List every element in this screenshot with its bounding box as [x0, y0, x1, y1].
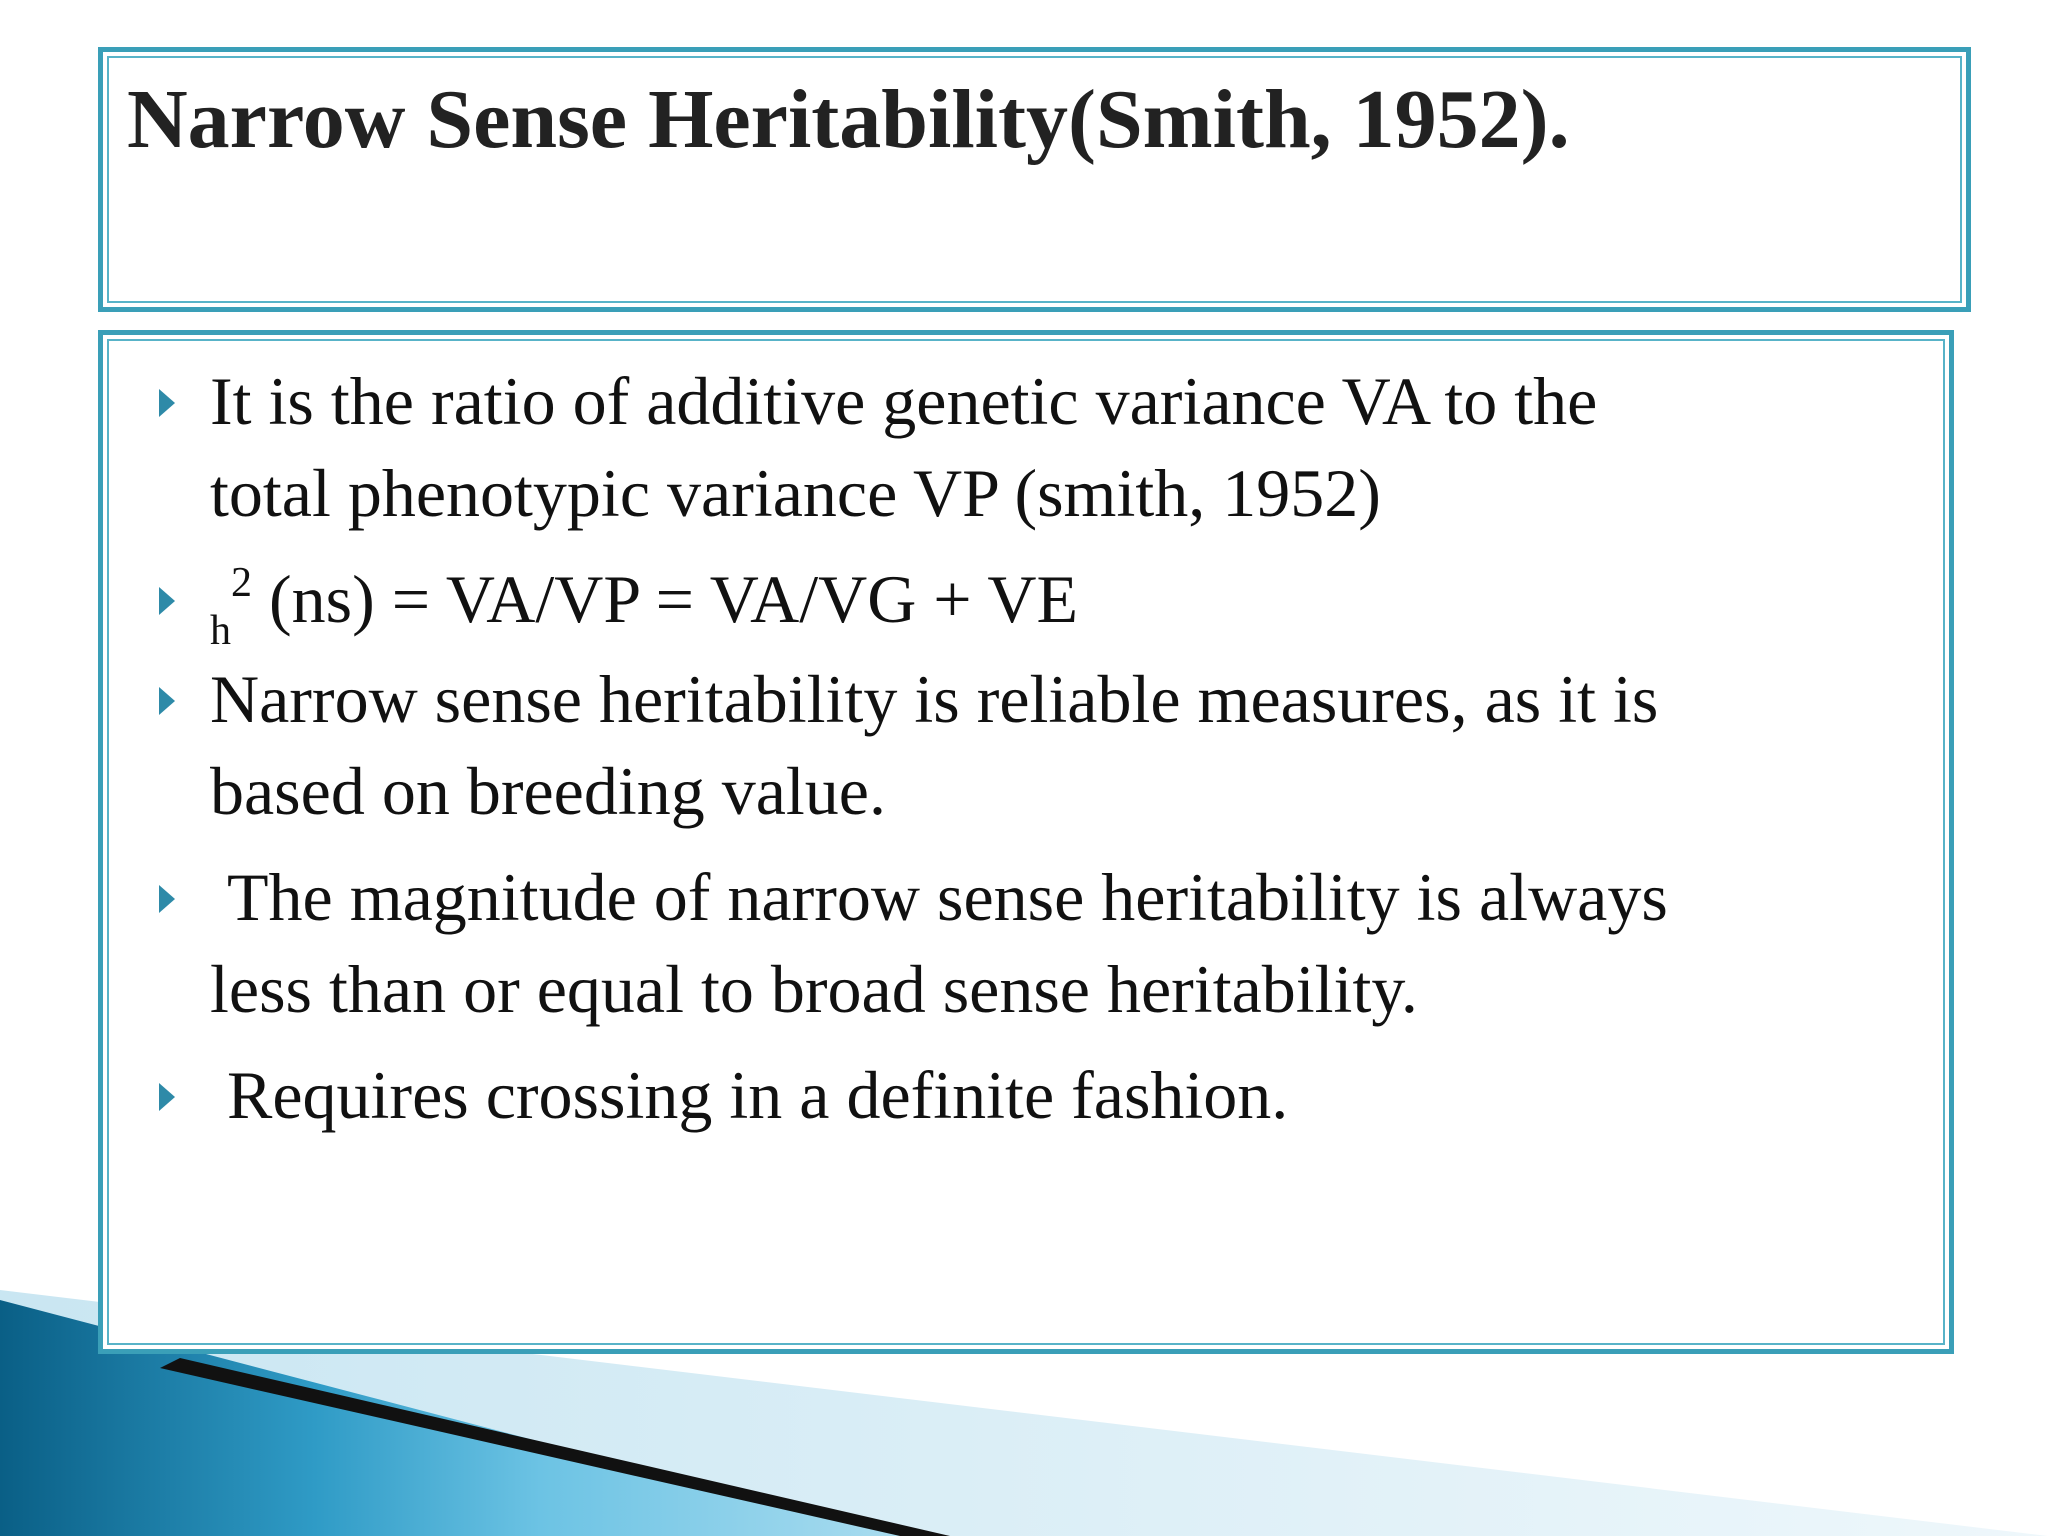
triangle-right-bullet-icon	[159, 687, 175, 715]
formula-superscript: 2	[231, 560, 252, 606]
bullet-text-reliability: Narrow sense heritability is reliable measures, as it is based on breeding value.	[210, 661, 1659, 829]
formula-expression: (ns) = VA/VP = VA/VG + VE	[252, 561, 1079, 637]
slide-title: Narrow Sense Heritability(Smith, 1952).	[127, 73, 1570, 166]
bullet-text-magnitude: The magnitude of narrow sense heritability is always less than or equal to broad sense heritability.	[210, 859, 1668, 1027]
triangle-right-bullet-icon	[159, 885, 175, 913]
bullet-text-crossing: Requires crossing in a definite fashion.	[210, 1057, 1289, 1133]
triangle-right-bullet-icon	[159, 389, 175, 417]
triangle-right-bullet-icon	[159, 587, 175, 615]
title-frame	[98, 47, 1971, 312]
content-frame	[98, 330, 1954, 1354]
bullet-text-formula	[210, 553, 1910, 655]
triangle-right-bullet-icon	[159, 1083, 175, 1111]
bullet-text-definition: It is the ratio of additive genetic variance VA to the total phenotypic variance VP (smith, 1952)	[210, 363, 1598, 531]
formula-h: h	[210, 608, 231, 654]
